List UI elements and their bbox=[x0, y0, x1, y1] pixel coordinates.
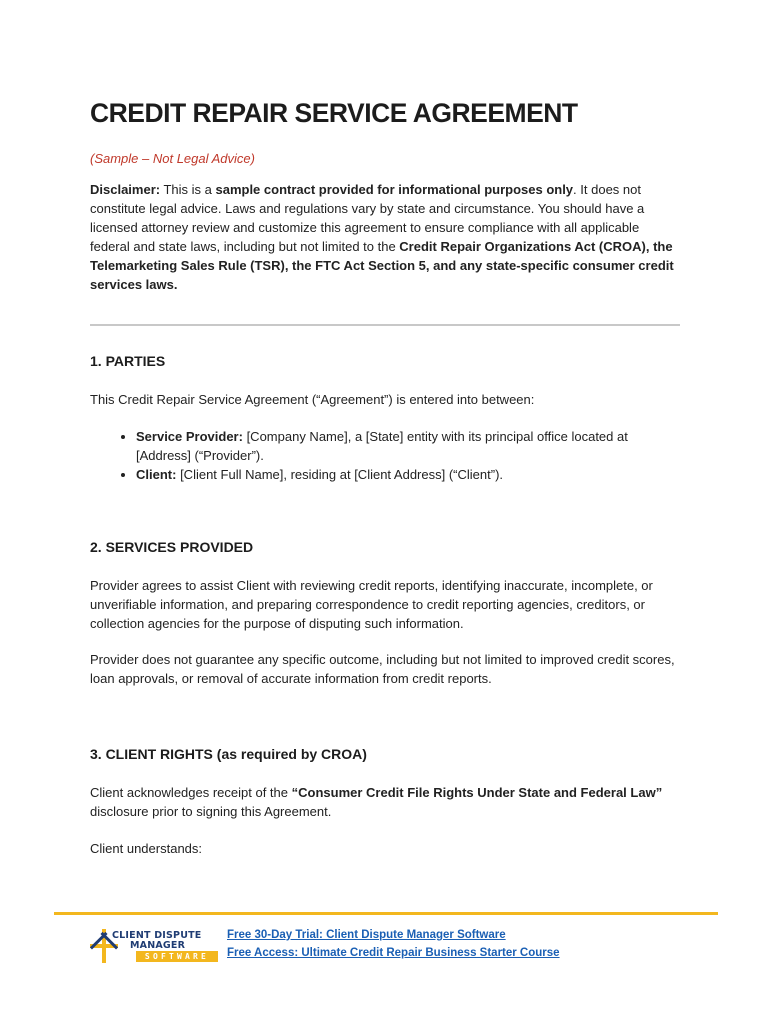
client-dispute-manager-logo bbox=[90, 927, 220, 965]
disclaimer-text: This is a bbox=[160, 182, 216, 197]
document-body bbox=[90, 96, 680, 858]
services-paragraph-1: Provider agrees to assist Client with reviewing credit reports, identifying inaccurate, incomplete, or unverifiable information, and preparing correspondence to credit reporting agencies, creditors, or collection agencies for the purpose of disputing such information. bbox=[90, 578, 653, 631]
disclaimer-emphasis: sample contract provided for informational purposes only bbox=[215, 182, 574, 197]
disclaimer-laws: Credit Repair Organizations Act (CROA), the Telemarketing Sales Rule (TSR), the FTC Act Section 5, and any state-specific consumer credit services laws. bbox=[90, 239, 674, 292]
section-heading-client-rights: 3. CLIENT RIGHTS (as required by CROA) bbox=[90, 746, 367, 762]
client-rights-paragraph bbox=[90, 783, 680, 821]
footer-links bbox=[227, 926, 560, 962]
document-subtitle: (Sample – Not Legal Advice) bbox=[90, 151, 255, 166]
disclaimer-label: Disclaimer: bbox=[90, 182, 161, 197]
rights-text: disclosure prior to signing this Agreement. bbox=[90, 804, 332, 819]
free-trial-link[interactable]: Free 30-Day Trial: Client Dispute Manager Software bbox=[227, 929, 506, 941]
client-text: [Client Full Name], residing at [Client Address] (“Client”). bbox=[176, 467, 504, 482]
logo-text-banner: SOFTWARE bbox=[136, 951, 218, 962]
footer-divider bbox=[54, 912, 718, 915]
parties-intro: This Credit Repair Service Agreement (“Agreement”) is entered into between: bbox=[90, 392, 535, 407]
section-heading-services: 2. SERVICES PROVIDED bbox=[90, 539, 254, 555]
list-item-provider bbox=[136, 427, 680, 465]
provider-text: [Company Name], a [State] entity with its principal office located at [Address] (“Provider”). bbox=[136, 429, 628, 463]
services-paragraph-2: Provider does not guarantee any specific outcome, including but not limited to improved credit scores, loan approvals, or removal of accurate information from credit reports. bbox=[90, 652, 675, 686]
provider-label: Service Provider: bbox=[136, 429, 243, 444]
parties-list bbox=[90, 427, 680, 484]
list-item-client bbox=[136, 465, 680, 484]
disclaimer-paragraph bbox=[90, 180, 680, 294]
client-understands: Client understands: bbox=[90, 841, 203, 856]
client-label: Client: bbox=[136, 467, 177, 482]
rights-text: Client acknowledges receipt of the bbox=[90, 785, 292, 800]
logo-text: MANAGER bbox=[130, 940, 186, 951]
section-heading-parties: 1. PARTIES bbox=[90, 353, 166, 369]
horizontal-divider bbox=[90, 324, 680, 326]
rights-disclosure-title: “Consumer Credit File Rights Under State and Federal Law” bbox=[291, 785, 663, 800]
starter-course-link[interactable]: Free Access: Ultimate Credit Repair Business Starter Course bbox=[227, 947, 560, 959]
disclaimer-text: . It does not constitute legal advice. Laws and regulations vary by state and circumstance. You should have a licensed attorney review and customize this agreement to ensure compliance with all applicable federal and state laws, including but not limited to the bbox=[90, 182, 645, 254]
logo-text: CLIENT DISPUTE bbox=[112, 930, 202, 941]
document-title: CREDIT REPAIR SERVICE AGREEMENT bbox=[90, 98, 578, 128]
